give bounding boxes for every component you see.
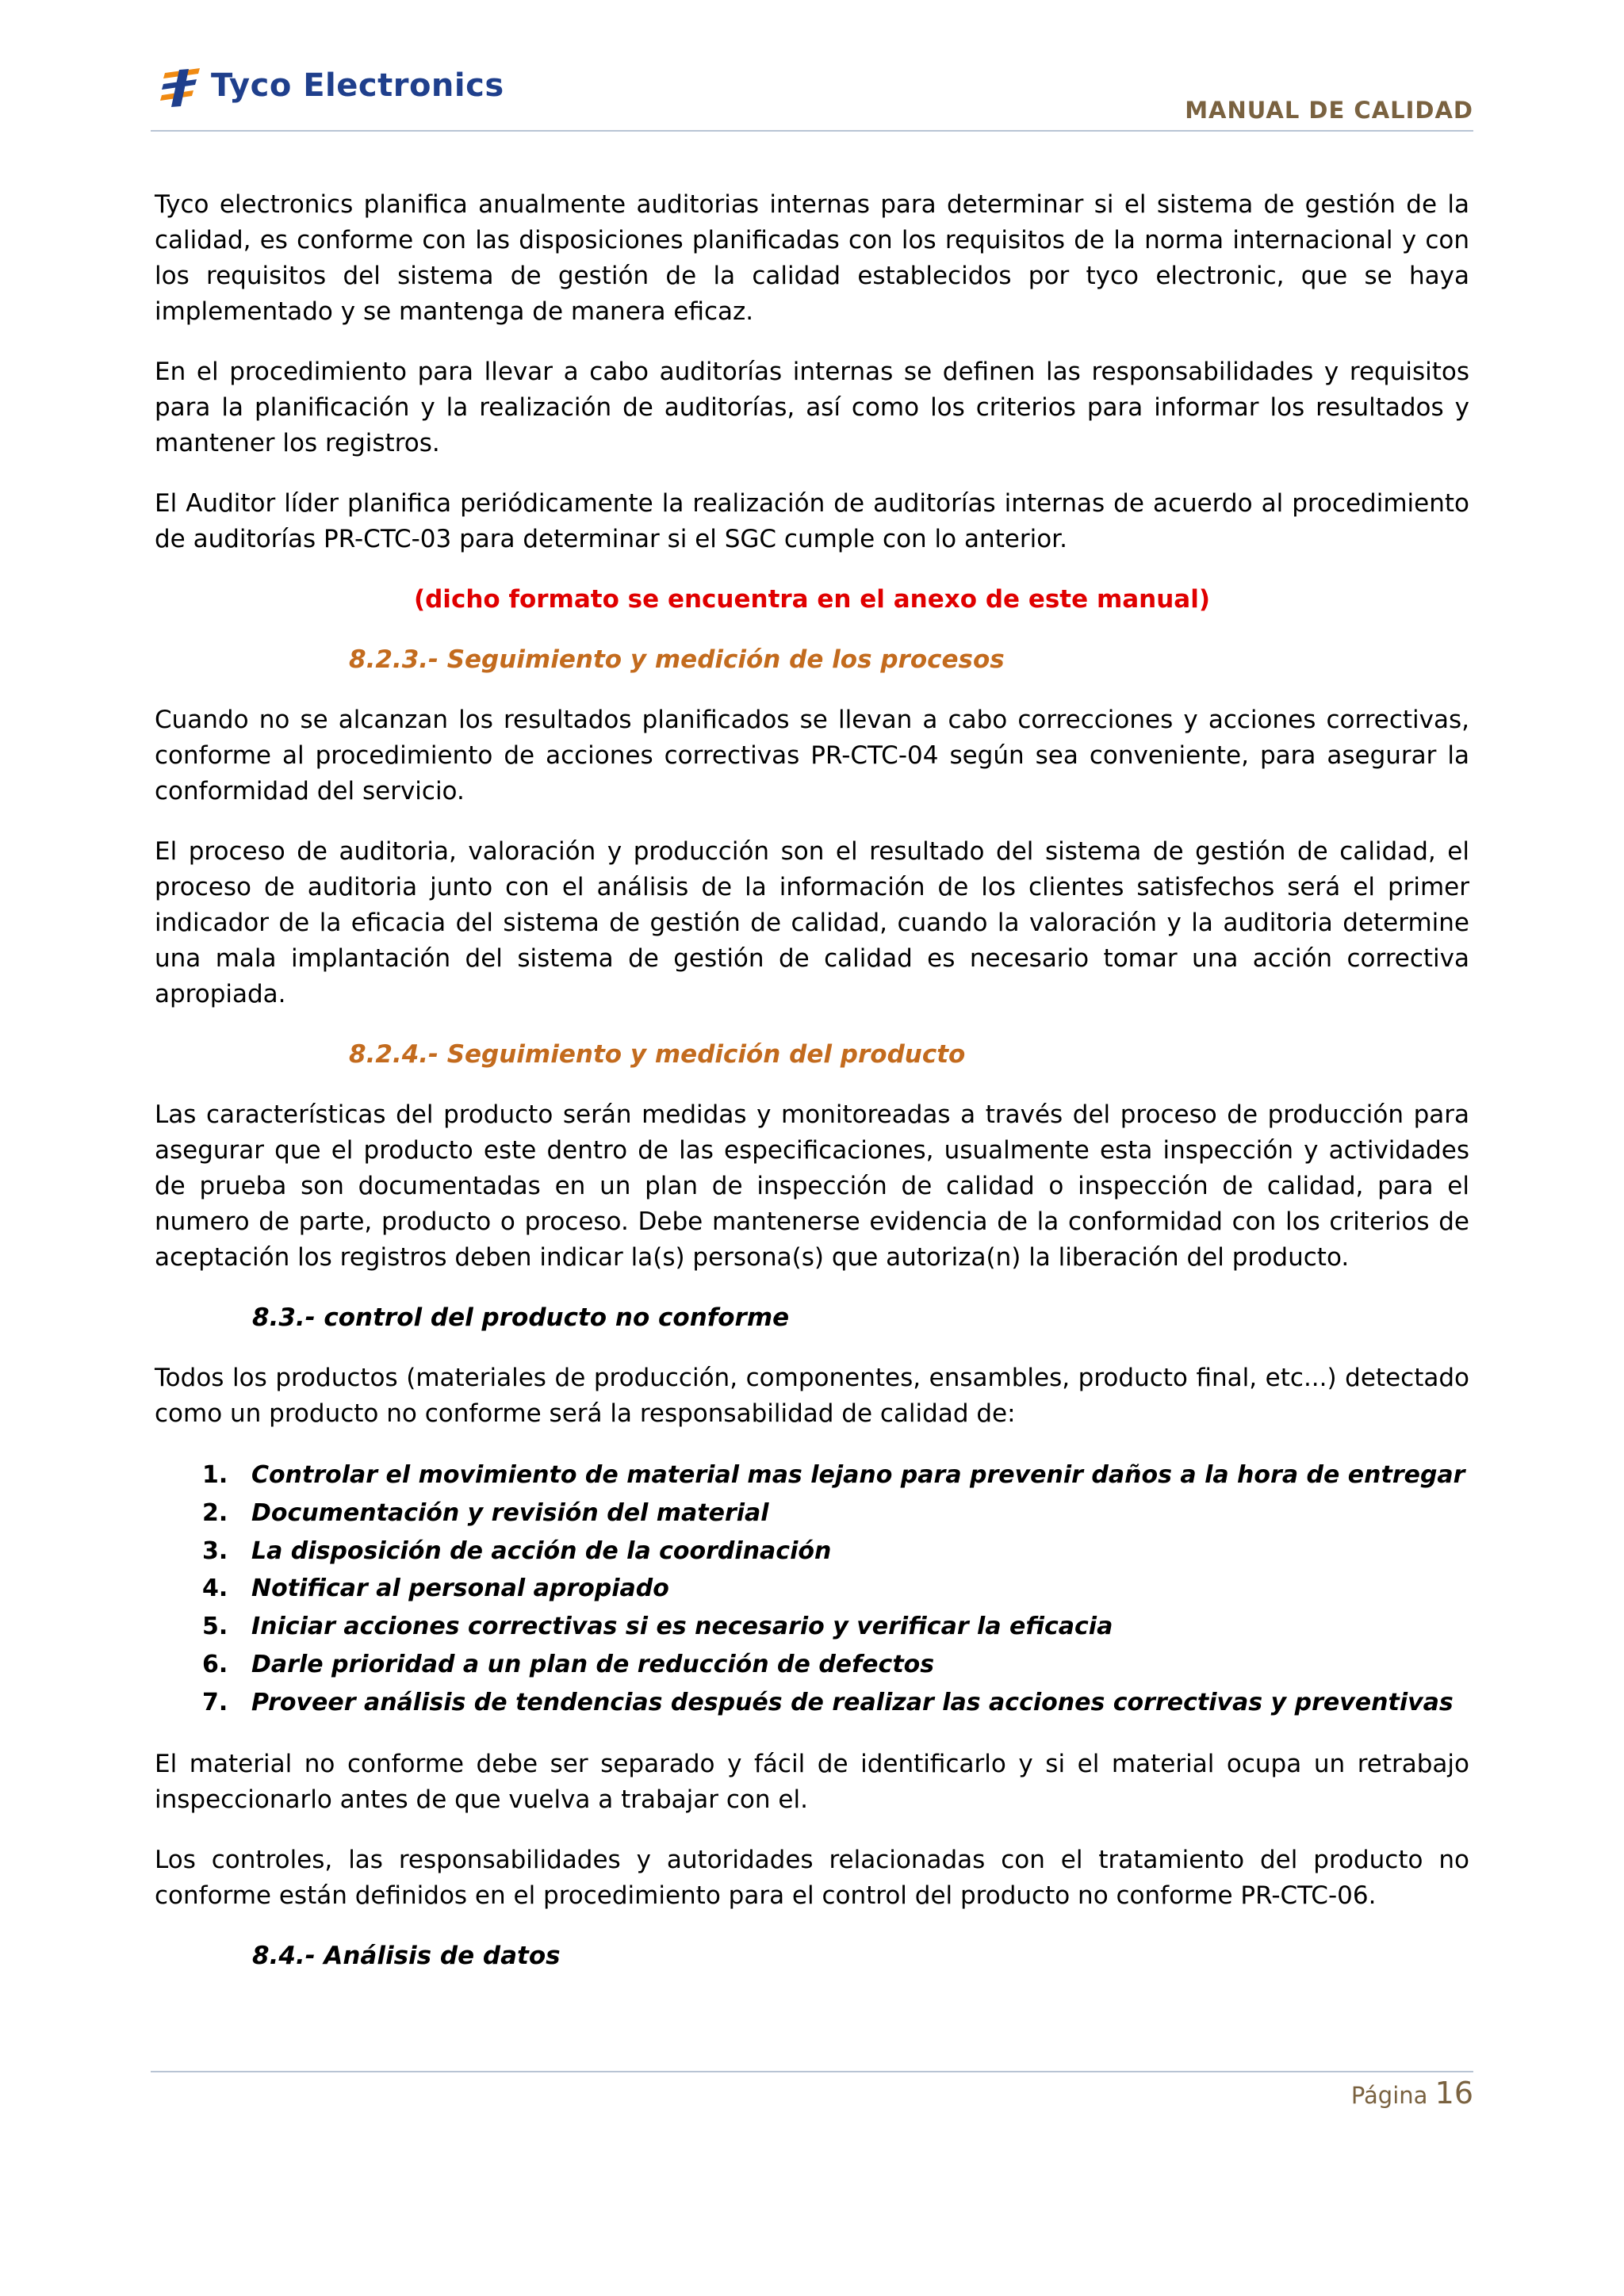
list-item: 7. Proveer análisis de tendencias después de realizar las acciones correctivas y preventivas xyxy=(202,1688,1454,1716)
paragraph-lead-auditor: El Auditor líder planifica periódicamente la realización de auditorías internas de acuerdo al procedimiento de auditorías PR-CTC-03 para determinar si el SGC cumple con lo anterior. xyxy=(155,489,1469,553)
paragraph-corrective-actions: Cuando no se alcanzan los resultados planificados se llevan a cabo correcciones y acciones correctivas, conforme al procedimiento de acciones correctivas PR-CTC-04 según sea conveniente, para asegurar la conformidad del servicio. xyxy=(155,706,1469,806)
paragraph-audit-process: El proceso de auditoria, valoración y producción son el resultado del sistema de gestión de calidad, el proceso de auditoria junto con el análisis de la información de los clientes satisfechos será el primer indicador de la eficacia del sistema de gestión de calidad, cuando la valoración y la auditoria determine una mala implantación del sistema de gestión de calidad es necesario tomar una acción correctiva apropiada. xyxy=(155,837,1469,1008)
section-8-4-heading: 8.4.- Análisis de datos xyxy=(252,1941,561,1970)
page-footer xyxy=(1351,2076,1473,2110)
list-item: 1. Controlar el movimiento de material mas lejano para prevenir daños a la hora de entregar xyxy=(202,1461,1465,1489)
page-header xyxy=(151,48,1473,135)
brand-name: Tyco Electronics xyxy=(211,67,504,104)
paragraph-controls: Los controles, las responsabilidades y autoridades relacionadas con el tratamiento del producto no conforme están definidos en el procedimiento para el control del producto no conforme PR-CTC-06. xyxy=(155,1845,1469,1910)
paragraph-nonconforming-products: Todos los productos (materiales de producción, componentes, ensambles, producto final, etc...) detectado como un producto no conforme será la responsabilidad de calidad de: xyxy=(155,1364,1469,1428)
annex-notice: (dicho formato se encuentra en el anexo de este manual) xyxy=(413,585,1211,614)
page-label: Página xyxy=(1350,2082,1428,2109)
section-8-2-4-heading: 8.2.4.- Seguimiento y medición del producto xyxy=(349,1040,966,1069)
list-item: 5. Iniciar acciones correctivas si es necesario y verificar la eficacia xyxy=(202,1613,1113,1641)
manual-title: MANUAL DE CALIDAD xyxy=(1185,97,1473,124)
paragraph-audit-procedure: En el procedimiento para llevar a cabo auditorías internas se definen las responsabilidades y requisitos para la planificación y la realización de auditorías, así como los criterios para informar los resultados y mantener los registros. xyxy=(155,358,1469,457)
paragraph-audit-planning: Tyco electronics planifica anualmente auditorias internas para determinar si el sistema de gestión de la calidad, es conforme con las disposiciones planificadas con los requisitos de la norma internacional y con los requisitos del sistema de gestión de la calidad establecidos por tyco electronic, que se haya implementado y se mantenga de manera eficaz. xyxy=(155,190,1469,326)
section-8-2-3-heading: 8.2.3.- Seguimiento y medición de los procesos xyxy=(349,645,1005,674)
header-divider xyxy=(151,130,1473,132)
paragraph-product-characteristics: Las características del producto serán medidas y monitoreadas a través del proceso de producción para asegurar que el producto este dentro de las especificaciones, usualmente esta inspección y actividades de prueba son documentadas en un plan de inspección de calidad o inspección de calidad, para el numero de parte, producto o proceso. Debe mantenerse evidencia de la conformidad con los criterios de aceptación los registros deben indicar la(s) persona(s) que autoriza(n) la liberación del producto. xyxy=(155,1100,1469,1272)
page-number: 16 xyxy=(1434,2076,1473,2110)
paragraph-nonconforming-material: El material no conforme debe ser separado y fácil de identificarlo y si el material ocupa un retrabajo inspeccionarlo antes de que vuelva a trabajar con el. xyxy=(155,1749,1469,1814)
responsibility-list xyxy=(155,1456,1469,1722)
tyco-logo-icon xyxy=(160,62,208,109)
page-content xyxy=(155,187,1469,1999)
list-item: 2. Documentación y revisión del material xyxy=(202,1498,769,1527)
list-item: 3. La disposición de acción de la coordinación xyxy=(202,1536,832,1565)
footer-divider xyxy=(151,2071,1473,2072)
logo xyxy=(160,62,504,109)
list-item: 4. Notificar al personal apropiado xyxy=(202,1575,669,1603)
list-item: 6. Darle prioridad a un plan de reducción de defectos xyxy=(202,1650,935,1678)
section-8-3-heading: 8.3.- control del producto no conforme xyxy=(252,1303,790,1332)
